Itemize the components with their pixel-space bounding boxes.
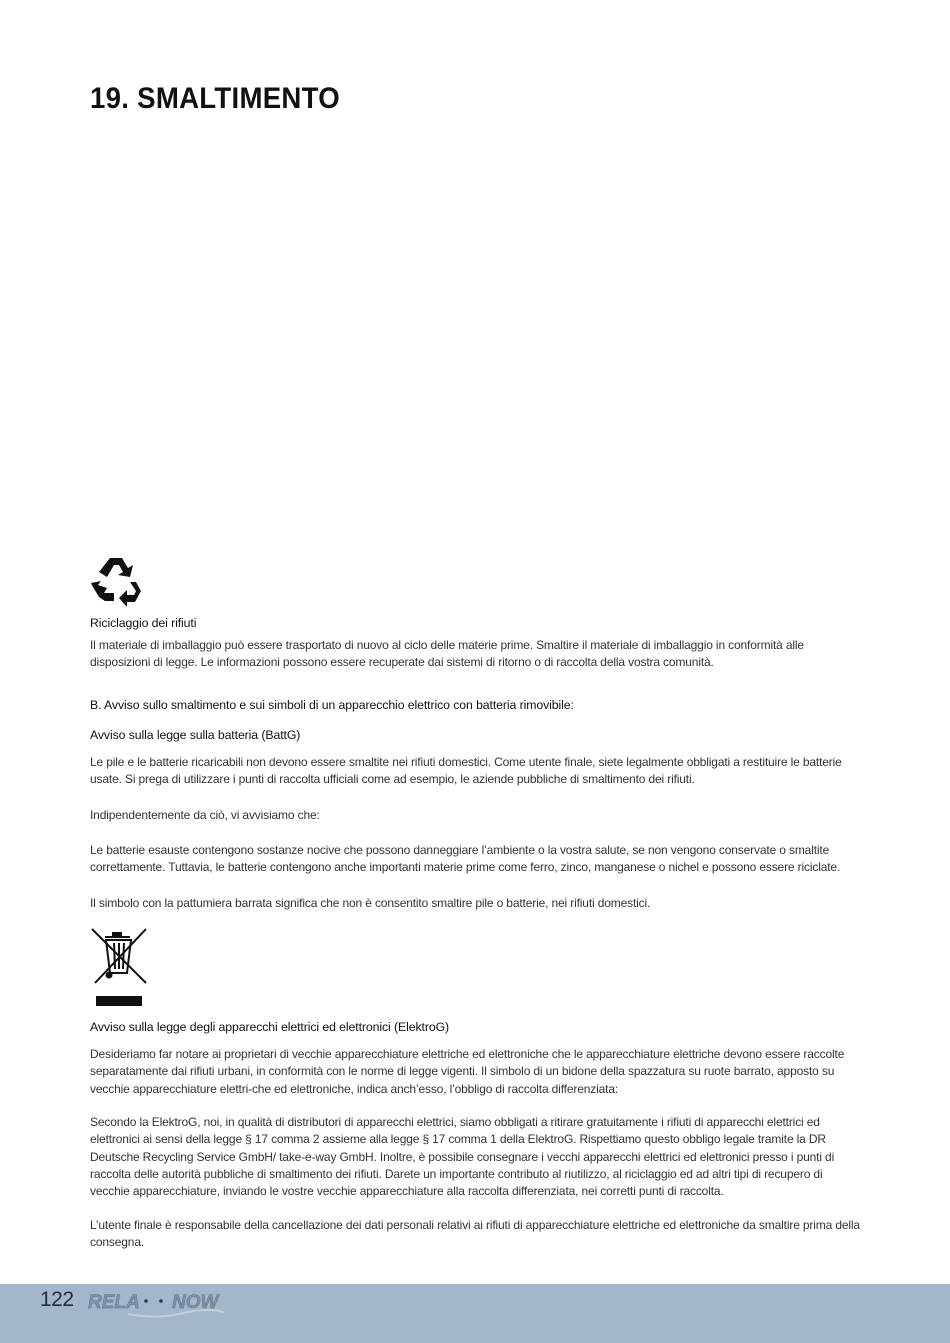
recycle-heading: Riciclaggio dei rifiuti — [90, 616, 197, 630]
battery-paragraph-2: Indipendentemente da ciò, vi avvisiamo che: — [90, 808, 320, 822]
battery-paragraph-4: Il simbolo con la pattumiera barrata significa che non è consentito smaltire pile o batterie, nei rifiuti domestici. — [90, 896, 651, 910]
logo-text-right: NOW — [172, 1292, 219, 1313]
crossed-out-bin-icon — [90, 927, 148, 1009]
battery-heading: B. Avviso sullo smaltimento e sui simboli di un apparecchio elettrico con batteria rimovibile: — [90, 698, 574, 712]
relanow-logo — [88, 1288, 228, 1322]
recycle-paragraph: Il materiale di imballaggio può essere trasportato di nuovo al ciclo delle materie prime. Smaltire il materiale di imballaggio in conformità alle disposizioni di legge. Le informazioni possono essere recuperate dai sistemi di ritorno o di raccolta della vostra comunità. — [90, 638, 804, 670]
recycle-icon — [90, 555, 142, 607]
page-title: 19. SMALTIMENTO — [90, 82, 341, 115]
weee-heading: Avviso sulla legge degli apparecchi elettrici ed elettronici (ElektroG) — [90, 1020, 450, 1034]
battery-paragraph-1: Le pile e le batterie ricaricabili non devono essere smaltite nei rifiuti domestici. Come utente finale, siete legalmente obbligati a restituire le batterie usate. Si prega di utilizzare i punti di raccolta ufficiali come ad esempio, le aziende pubbliche di smaltimento dei rifiuti. — [90, 755, 842, 787]
page-number: 122 — [40, 1288, 74, 1311]
weee-paragraph-1: Desideriamo far notare ai proprietari di vecchie apparecchiature elettriche ed elettroniche che le apparecchiature elettriche devono essere raccolte separatamente dai rifiuti urbani, in conformità con le norme di legge vigenti. Il simbolo di un bidone della spazzatura su ruote barrato, apposto su vecchie apparecchiature elettri-che ed elettroniche, indica anch’esso, l’obbligo di raccolta differenziata: — [90, 1047, 845, 1096]
weee-paragraph-2: Secondo la ElektroG, noi, in qualità di distributori di apparecchi elettrici, siamo obbligati a ritirare gratuitamente i rifiuti di apparecchi elettrici ed elettronici ai sensi della legge § 17 comma 2 assieme alla legge § 17 comma 1 della ElektroG. Rispettiamo questo obbligo legale tramite la DR Deutsche Recycling Service GmbH/ take-e-way GmbH. Inoltre, è possibile consegnare i vecchi apparecchi elettrici ed elettronici presso i punti di raccolta delle autorità pubbliche di smaltimento dei rifiuti. Darete un importante contributo al riutilizzo, al riciclaggio ed ad altri tipi di recupero di vecchie apparecchiature, inviando le vostre vecchie apparecchiature alla raccolta differenziata, nei corretti punti di raccolta. — [90, 1115, 835, 1199]
battery-paragraph-3: Le batterie esauste contengono sostanze nocive che possono danneggiare l’ambiente o la vostra salute, se non vengono conservate o smaltite correttamente. Tuttavia, le batterie contengono anche importanti materie prime come ferro, zinco, manganese o nichel e possono essere riciclate. — [90, 843, 841, 875]
weee-paragraph-3: L’utente finale è responsabile della cancellazione dei dati personali relativi ai rifiuti di apparecchiature elettriche ed elettroniche da smaltire prima della consegna. — [90, 1218, 860, 1250]
battery-subheading: Avviso sulla legge sulla batteria (BattG) — [90, 728, 301, 742]
logo-text-left: RELA — [88, 1292, 140, 1313]
